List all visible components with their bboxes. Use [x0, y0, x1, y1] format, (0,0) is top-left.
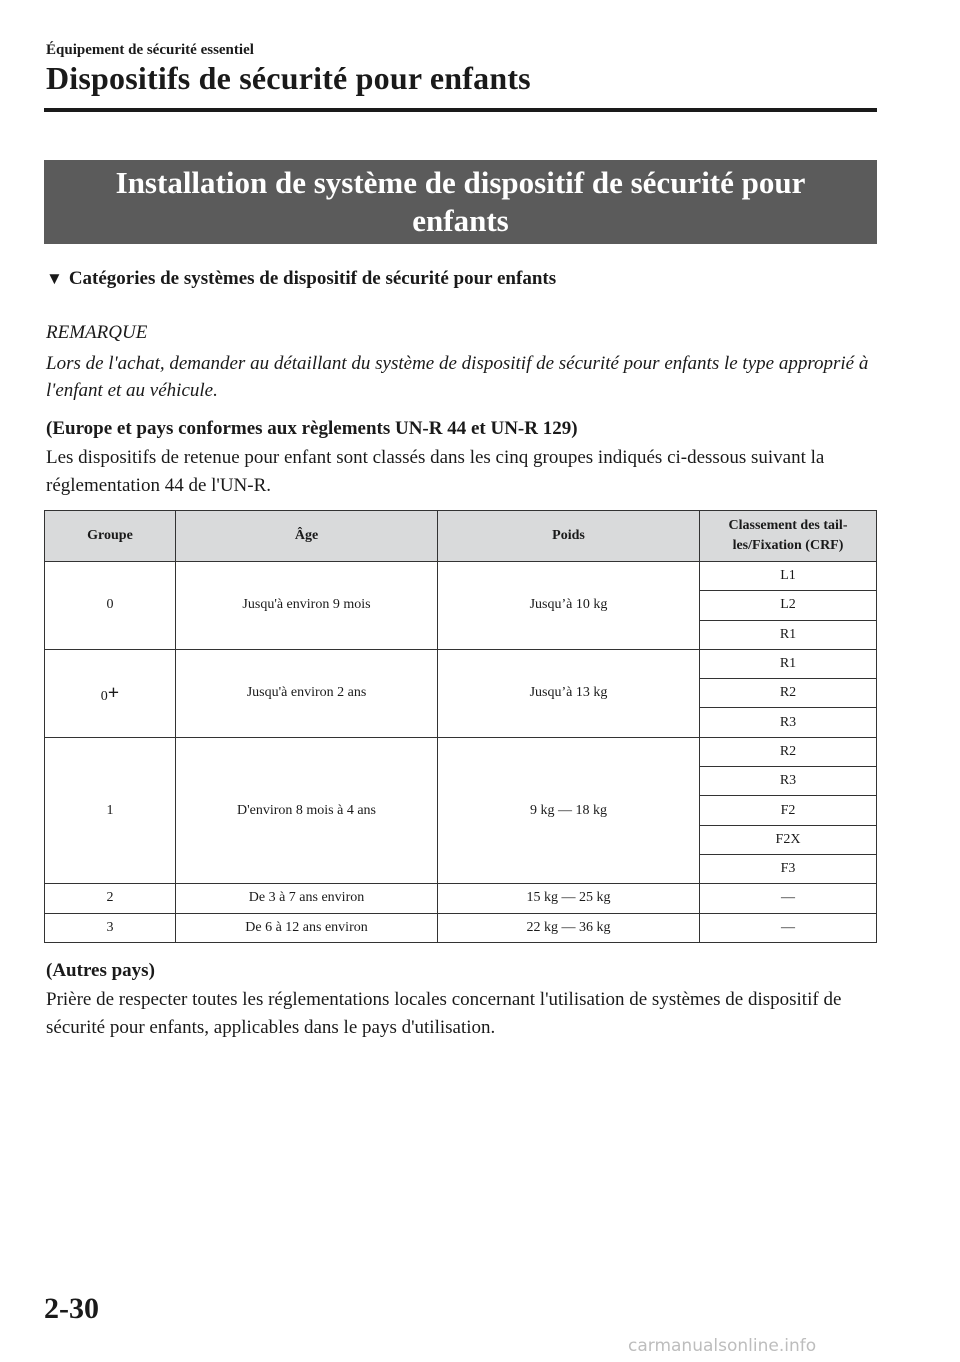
header-age: Âge	[176, 511, 438, 562]
cell-class: L1	[700, 562, 877, 591]
header-classes: Classement des tail-les/Fixation (CRF)	[700, 511, 877, 562]
cell-class: R3	[700, 708, 877, 737]
watermark: carmanualsonline.info	[628, 1336, 817, 1356]
cell-age: Jusqu'à environ 9 mois	[176, 562, 438, 650]
europe-title: (Europe et pays conformes aux règlements UN-R 44 et UN-R 129)	[46, 418, 578, 439]
cell-class: F2X	[700, 825, 877, 854]
cell-group: 0	[45, 562, 176, 650]
child-seat-group-table	[44, 510, 877, 943]
other-countries-title: (Autres pays)	[46, 960, 155, 981]
cell-class: R3	[700, 767, 877, 796]
other-countries-text: Prière de respecter toutes les réglementations locales concernant l'utilisation de systèmes de dispositif de sécurité pour enfants, applicables dans le pays d'utilisation.	[46, 989, 842, 1038]
cell-age: Jusqu'à environ 2 ans	[176, 649, 438, 737]
section-banner	[44, 160, 877, 244]
table-row	[45, 649, 877, 678]
cell-class: R1	[700, 649, 877, 678]
cell-class: F2	[700, 796, 877, 825]
page-title: Dispositifs de sécurité pour enfants	[46, 60, 531, 96]
banner-title: Installation de système de dispositif de sécurité pour enfants	[115, 165, 806, 238]
cell-class: L2	[700, 591, 877, 620]
cell-age: D'environ 8 mois à 4 ans	[176, 737, 438, 883]
subheading	[46, 268, 556, 290]
cell-weight: Jusqu’à 13 kg	[438, 649, 700, 737]
header-weight: Poids	[438, 511, 700, 562]
header-group: Groupe	[45, 511, 176, 562]
cell-class: —	[700, 884, 877, 913]
cell-age: De 6 à 12 ans environ	[176, 913, 438, 942]
group-number: 0	[100, 688, 108, 704]
cell-class: R1	[700, 620, 877, 649]
cell-age: De 3 à 7 ans environ	[176, 884, 438, 913]
table-row	[45, 562, 877, 591]
subheading-text: Catégories de systèmes de dispositif de sécurité pour enfants	[68, 268, 557, 289]
header-divider	[44, 108, 877, 112]
plus-icon: +	[107, 681, 120, 704]
table-row	[45, 737, 877, 766]
cell-weight: 9 kg — 18 kg	[438, 737, 700, 883]
cell-weight: 15 kg — 25 kg	[438, 884, 700, 913]
cell-class: R2	[700, 679, 877, 708]
table-row	[45, 913, 877, 942]
note-text: Lors de l'achat, demander au détaillant du système de dispositif de sécurité pour enfants le type approprié à l'enfant et au véhicule.	[46, 353, 869, 401]
cell-group: 2	[45, 884, 176, 913]
cell-weight: 22 kg — 36 kg	[438, 913, 700, 942]
table-row	[45, 884, 877, 913]
cell-group	[45, 649, 176, 737]
cell-group: 1	[45, 737, 176, 883]
cell-weight: Jusqu’à 10 kg	[438, 562, 700, 650]
cell-group: 3	[45, 913, 176, 942]
europe-text: Les dispositifs de retenue pour enfant sont classés dans les cinq groupes indiqués ci-dessous suivant la réglementation 44 de l'UN-R.	[46, 447, 825, 496]
table-header-row	[45, 511, 877, 562]
cell-class: —	[700, 913, 877, 942]
page-number: 2-30	[44, 1292, 99, 1325]
triangle-marker-icon: ▼	[46, 269, 63, 288]
cell-class: R2	[700, 737, 877, 766]
cell-class: F3	[700, 854, 877, 883]
section-label: Équipement de sécurité essentiel	[46, 42, 254, 58]
note-label: REMARQUE	[46, 322, 148, 343]
